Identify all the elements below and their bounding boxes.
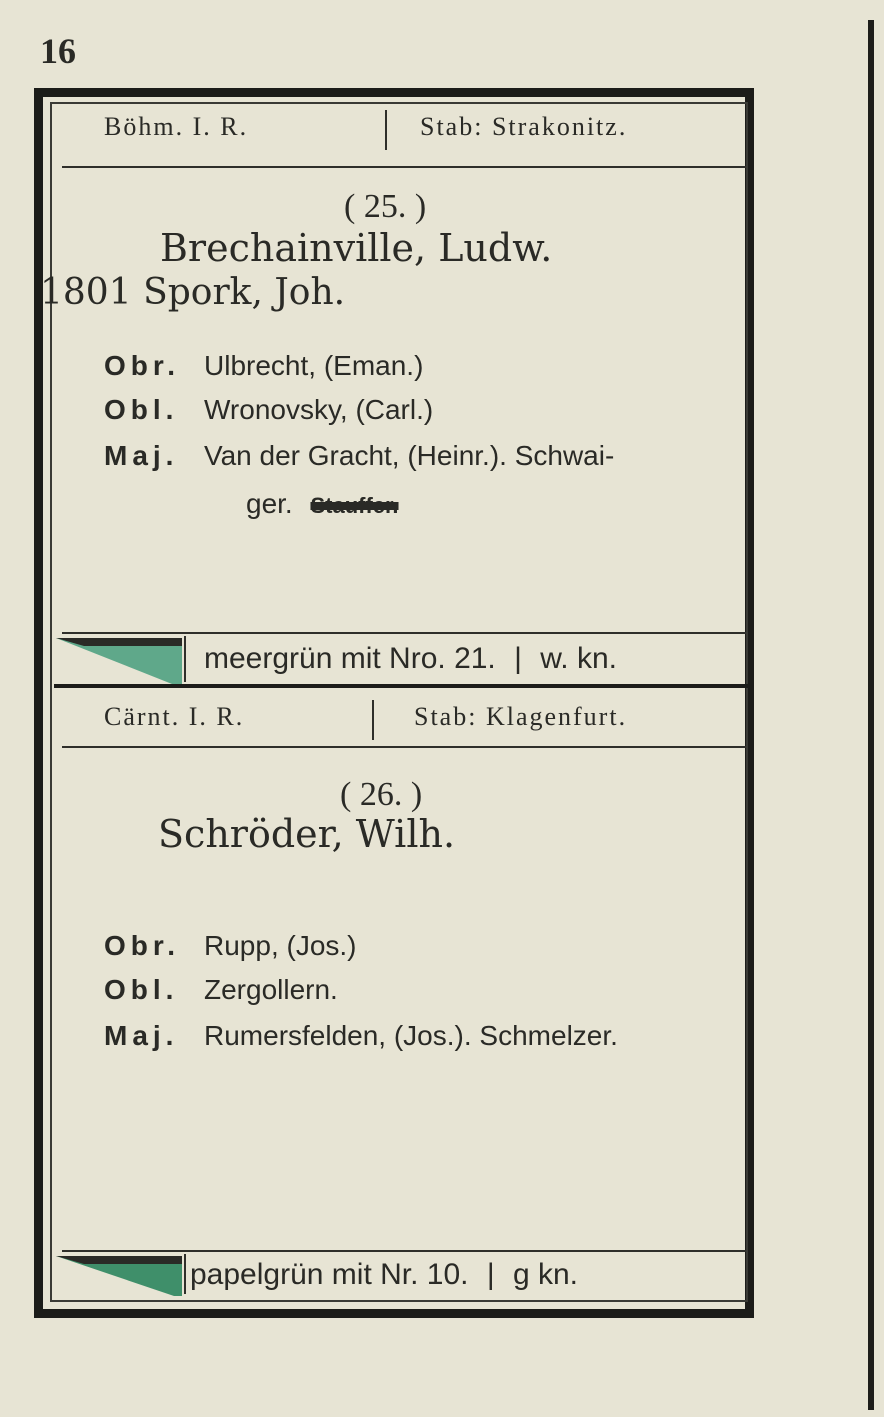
struck-name: Stauffer.	[310, 493, 399, 518]
officer-rank: Maj.	[104, 1020, 179, 1051]
officer-row	[104, 350, 423, 382]
section-divider	[54, 684, 748, 688]
facing-rule	[62, 632, 746, 634]
officer-rank: Obr.	[104, 930, 181, 961]
officer-continuation	[246, 488, 399, 520]
regiment-26-header-right: Stab: Klagenfurt.	[414, 702, 628, 731]
facing-line: meergrün mit Nro. 21. | w. kn.	[204, 642, 617, 675]
officer-row	[104, 930, 357, 962]
officer-name: Rupp, (Jos.)	[204, 930, 357, 961]
officer-row	[104, 1020, 618, 1052]
officer-rank: Obr.	[104, 350, 181, 381]
officer-rank: Obl.	[104, 974, 179, 1005]
regiment-25-header-right: Stab: Strakonitz.	[420, 112, 628, 141]
regiment-25-number: ( 25. )	[344, 188, 427, 225]
officer-name: Ulbrecht, (Eman.)	[204, 350, 424, 381]
second-inhaber-name: Spork, Joh.	[143, 272, 346, 313]
facing-swatch	[54, 1254, 184, 1298]
button-text: w. kn.	[540, 642, 617, 675]
facing-swatch	[54, 636, 184, 686]
page-number: 16	[40, 31, 76, 71]
button-text: g kn.	[512, 1258, 579, 1291]
second-inhaber-year: 1801	[40, 272, 132, 313]
facing-divider	[184, 1254, 186, 1294]
officer-row	[104, 440, 614, 472]
regiment-25-header-left: Böhm. I. R.	[104, 112, 249, 141]
header-divider	[385, 110, 387, 150]
officer-rank: Obl.	[104, 394, 179, 425]
officer-rank: Maj.	[104, 440, 179, 471]
header-divider	[372, 700, 374, 740]
facing-divider	[184, 636, 186, 682]
header-rule	[62, 166, 746, 168]
officer-row	[104, 974, 338, 1006]
regiment-25-second-inhaber	[40, 272, 345, 313]
officer-row	[104, 394, 433, 426]
officer-name: Wronovsky, (Carl.)	[204, 394, 434, 425]
facing-rule	[62, 1250, 746, 1252]
continuation-text: ger.	[246, 488, 293, 519]
margin-rule	[868, 20, 874, 1410]
facing-text: papelgrün mit Nr. 10.	[190, 1258, 469, 1291]
regiment-26-header-left: Cärnt. I. R.	[104, 702, 245, 731]
regiment-25-inhaber: Brechainville, Ludw.	[160, 226, 553, 270]
officer-name: Van der Gracht, (Heinr.). Schwai-	[204, 440, 615, 471]
facing-line: papelgrün mit Nr. 10. | g kn.	[190, 1258, 579, 1291]
header-rule	[62, 746, 746, 748]
regiment-26-number: ( 26. )	[340, 776, 423, 813]
regiment-26-inhaber: Schröder, Wilh.	[158, 812, 456, 856]
facing-text: meergrün mit Nro. 21.	[204, 642, 496, 675]
officer-name: Rumersfelden, (Jos.). Schmelzer.	[204, 1020, 618, 1051]
officer-name: Zergollern.	[204, 974, 338, 1005]
